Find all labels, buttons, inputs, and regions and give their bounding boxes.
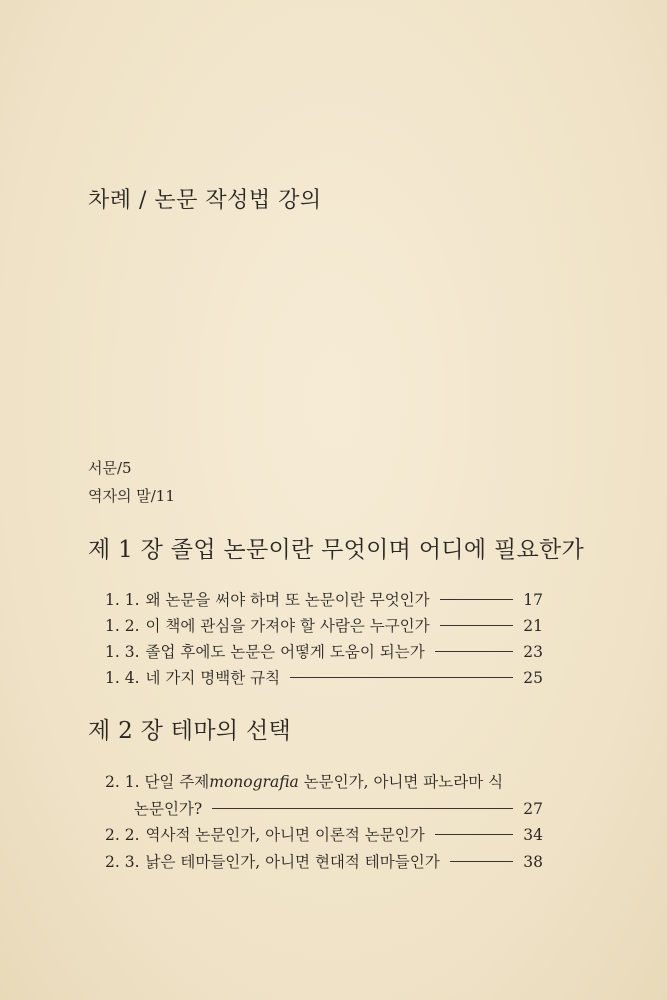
entry-title: 네 가지 명백한 규칙 xyxy=(145,669,281,687)
entry-title-continued: 논문인가? xyxy=(134,800,203,818)
entry-number: 2. 1. xyxy=(105,773,140,791)
entry-title: 왜 논문을 써야 하며 또 논문이란 무엇인가 xyxy=(145,591,430,609)
toc-entry xyxy=(105,850,543,872)
entry-title: 역사적 논문인가, 아니면 이론적 논문인가 xyxy=(145,826,425,844)
leader-line xyxy=(290,677,513,678)
toc-entry xyxy=(105,666,543,688)
chapter-1-heading: 제 1 장 졸업 논문이란 무엇이며 어디에 필요한가 xyxy=(88,537,585,563)
entry-number: 1. 2. xyxy=(105,617,140,635)
chapter-2-heading: 제 2 장 테마의 선택 xyxy=(88,718,292,744)
leader-line xyxy=(450,861,514,862)
leader-line xyxy=(440,599,514,600)
entry-number: 1. 4. xyxy=(105,669,140,687)
toc-entry xyxy=(105,588,543,610)
entry-number: 1. 1. xyxy=(105,591,140,609)
front-matter-translator-note: 역자의 말/11 xyxy=(88,487,175,505)
toc-entry xyxy=(105,614,543,636)
entry-number: 2. 3. xyxy=(105,853,140,871)
entry-title: 졸업 후에도 논문은 어떻게 도움이 되는가 xyxy=(145,643,425,661)
entry-page: 17 xyxy=(523,591,543,609)
entry-title-italic: monografia xyxy=(209,773,299,791)
entry-title-part: 논문인가, 아니면 파노라마 식 xyxy=(298,773,504,791)
toc-entry xyxy=(134,797,543,819)
entry-number: 1. 3. xyxy=(105,643,140,661)
leader-line xyxy=(435,651,514,652)
entry-title: 낡은 테마들인가, 아니면 현대적 테마들인가 xyxy=(145,853,440,871)
leader-line xyxy=(212,808,513,809)
entry-page: 25 xyxy=(523,669,543,687)
leader-line xyxy=(435,834,514,835)
entry-title-part: 단일 주제 xyxy=(144,773,210,791)
entry-title: 이 책에 관심을 가져야 할 사람은 누구인가 xyxy=(145,617,430,635)
entry-page: 27 xyxy=(523,800,543,818)
leader-line xyxy=(440,625,514,626)
toc-entry xyxy=(105,823,543,845)
toc-entry-first-line xyxy=(105,770,503,792)
entry-page: 23 xyxy=(523,643,543,661)
page-title: 차례 / 논문 작성법 강의 xyxy=(88,188,322,213)
entry-page: 21 xyxy=(523,617,543,635)
front-matter-preface: 서문/5 xyxy=(88,459,132,477)
entry-page: 38 xyxy=(523,853,543,871)
entry-page: 34 xyxy=(523,826,543,844)
entry-number: 2. 2. xyxy=(105,826,140,844)
toc-entry xyxy=(105,640,543,662)
